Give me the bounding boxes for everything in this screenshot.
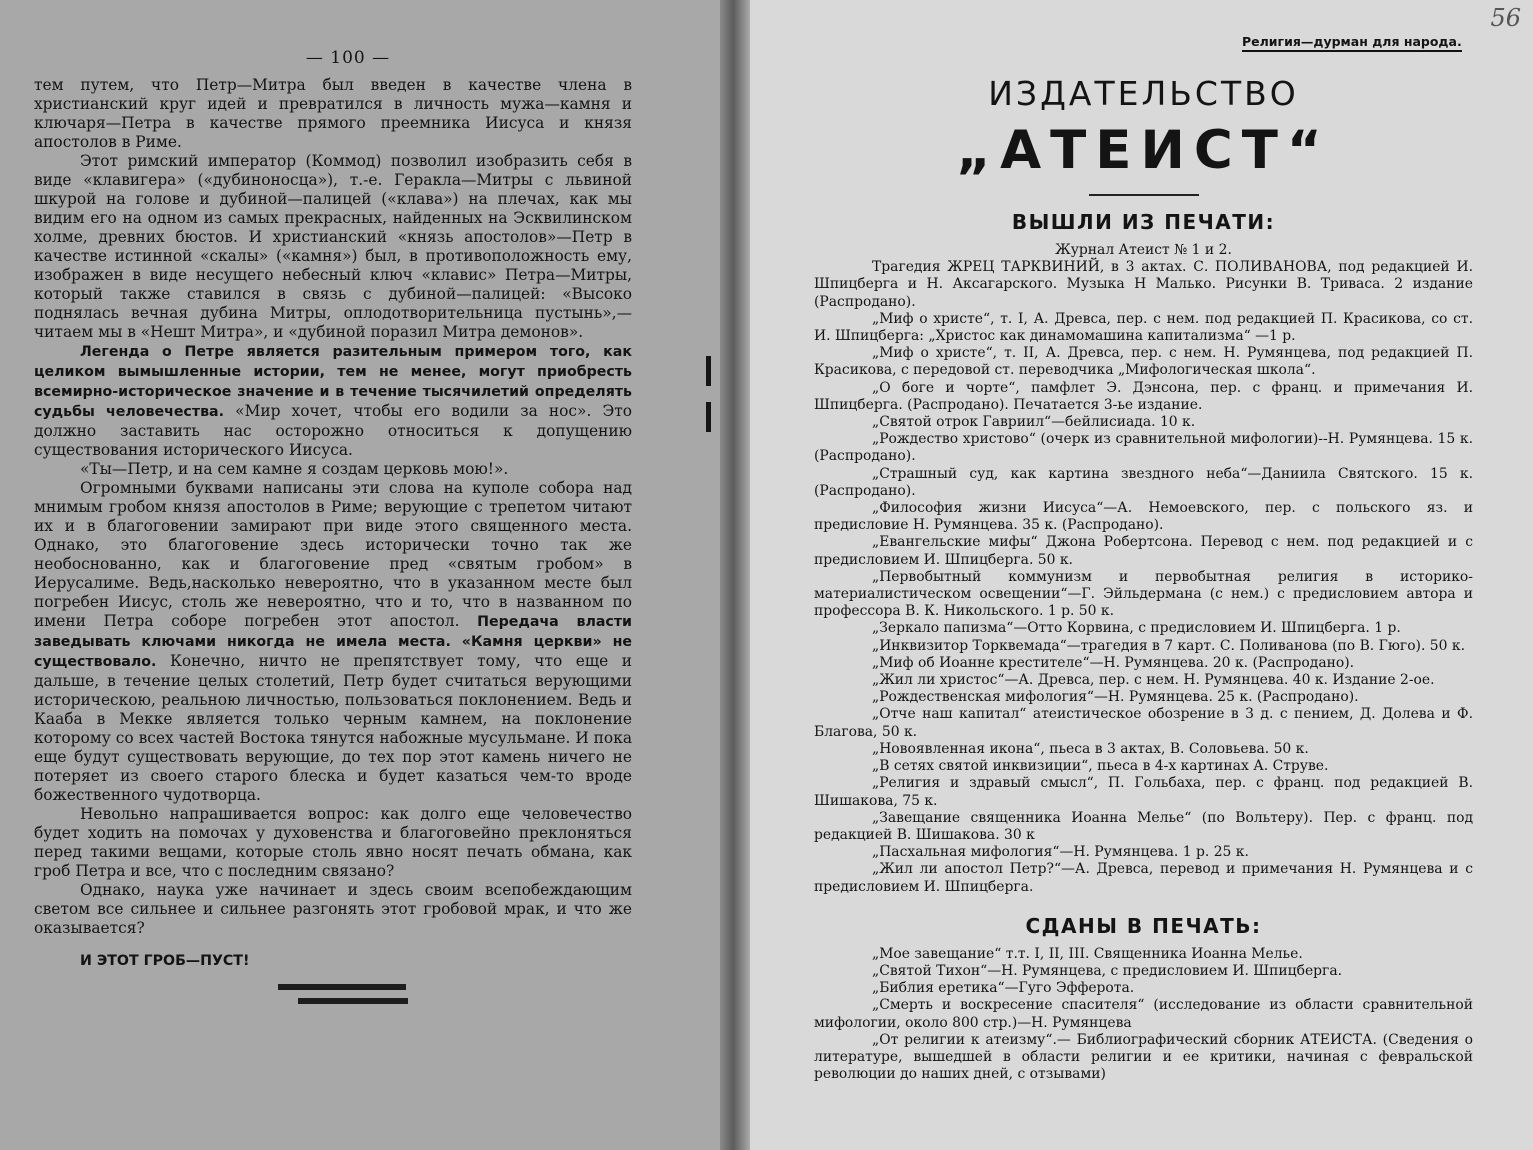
book-listing: „Пасхальная мифология“—Н. Румянцева. 1 р. 25 к. (872, 844, 1249, 861)
book-listing: „Первобытный коммунизм и первобытная религия в историко-материалистическом освещении“—Г. Эйльдермана (с нем.) с предисловием автора и профессора В. К. Никольского. 1 р. 50 к. (814, 568, 1473, 620)
book-listing: „Миф о христе“, т. II, А. Древса, пер. с нем. Н. Румянцева, под редакцией П. Красикова, с передовой ст. переводчика „Мифологическая школа“. (814, 345, 1473, 379)
body-paragraph (34, 460, 632, 479)
left-page (0, 0, 732, 1150)
book-listing: „Инквизитор Торквемада“—трагедия в 7 карт. С. Поливанова (по В. Гюго). 50 к. (872, 637, 1465, 654)
divider (1089, 194, 1199, 196)
margin-mark (706, 356, 711, 386)
right-page (750, 0, 1533, 1150)
book-listing: „Религия и здравый смысл“, П. Гольбаха, пер. с франц. под редакцией В. Шишакова, 75 к. (814, 775, 1473, 809)
published-heading: ВЫШЛИ ИЗ ПЕЧАТИ: (1011, 210, 1276, 234)
text-segment: Однако, наука уже начинает и здесь своим всепобеждающим светом все сильнее и сильнее разгонять этот гробовой мрак, и что же оказывается? (34, 881, 632, 937)
publisher-label: ИЗДАТЕЛЬСТВО (988, 74, 1299, 113)
text-segment: тем путем, что Петр—Митра был введен в качестве члена в христианский круг идей и превратился в личность мужа—камня и ключаря—Петра в качестве прямого преемника Иисуса и князя апостолов в Риме. (34, 76, 632, 151)
left-page-text (34, 76, 632, 938)
book-listing: „Святой отрок Гавриил“—бейлисиада. 10 к. (872, 414, 1196, 431)
book-listing: „От религии к атеизму“.— Библиографический сборник АТЕИСТА. (Сведения о литературе, вышедшей в области религии и ее критики, начиная с февральской революции до наших дней, с отзывами) (814, 1031, 1473, 1083)
page-number: — 100 — (305, 48, 391, 68)
bold-text-segment: Легенда о Петре является разительным примером того, как целиком вымышленные истории, тем не менее, могут приобресть всемирно-историческое значение и в течение тысячилетий определять судьбы человечества. (34, 344, 632, 420)
published-list (814, 242, 1473, 896)
ornament-bar-bottom (298, 998, 408, 1004)
body-paragraph (34, 881, 632, 938)
in-press-heading: СДАНЫ В ПЕЧАТЬ: (1025, 913, 1262, 938)
book-listing: „Святой Тихон“—Н. Румянцева, с предисловием И. Шпицберга. (872, 962, 1343, 979)
margin-mark (706, 402, 711, 432)
text-segment: «Ты—Петр, и на сем камне я создам церковь мою!». (80, 460, 509, 478)
text-segment: Конечно, ничто не препятствует тому, что еще и дальше, в течение целых столетий, Петр будет считаться верующими историческою, реальною личностью, пользоваться поклонением. Ведь и Кааба в Мекке является только черным камнем, на поклонение которому со всех частей Востока тянутся набожные мусульмане. И пока еще будут существовать верующие, до тех пор этот камень ничего не потеряет из своего старого блеска и будет казаться чем-то вроде божественного чудотворца. (34, 652, 632, 804)
book-listing: „Жил ли апостол Петр?“—А. Древса, перевод и примечания Н. Румянцева и с предисловием И. Шпицберга. (814, 861, 1473, 895)
book-listing: „Отче наш капитал“ атеистическое обозрение в 3 д. с пением, Д. Долева и Ф. Благова, 50 к. (814, 706, 1473, 740)
book-listing: „В сетях святой инквизиции“, пьеса в 4-х картинах А. Струве. (872, 758, 1329, 775)
text-segment: Невольно напрашивается вопрос: как долго еще человечество будет ходить на помочах у духовенства и благоговейно преклоняться перед такими вещами, которые столь явно носят печать обмана, как гроб Петра и все, что с последним связано? (34, 805, 632, 880)
bold-text-segment: Передача власти заведывать ключами никогда не имела места. «Камня церкви» не существовало. (34, 614, 632, 670)
publishing-house-name: „АТЕИСТ“ (956, 120, 1331, 181)
handwritten-folio-number: 56 (1490, 4, 1521, 32)
body-paragraph (34, 479, 632, 805)
book-listing: „Зеркало папизма“—Отто Корвина, с предисловием И. Шпицберга. 1 р. (872, 620, 1401, 637)
book-listing: „Миф о христе“, т. I, А. Древса, пер. с нем. под редакцией П. Красикова, со ст. И. Шпицберга: „Христос как динамомашина капитализма“ —1 р. (814, 310, 1473, 345)
book-listing: „Миф об Иоанне крестителе“—Н. Румянцева. 20 к. (Распродано). (872, 654, 1355, 671)
book-listing: „Смерть и воскресение спасителя“ (исследование из области сравнительной мифологии, около 800 стр.)—Н. Румянцева (814, 997, 1473, 1031)
closing-line: И ЭТОТ ГРОБ—ПУСТ! (80, 953, 250, 969)
text-segment: Этот римский император (Коммод) позволил изобразить себя в виде «клавигера» («дубиноносца»), т.-е. Геракла—Митры с львиной шкурой на голове и дубиной—палицей («клава») на плечах, как мы видим его на одном из самых прекрасных, найденных на Эсквилинском холме, древних бюстов. И христианский «князь апостолов»—Петр в качестве истинной «скалы» («камня») был, в противоположность ему, изображен в виде несущего небесный ключ «клавис» Петра—Митры, который также ставился в связь с дубиной—палицей: «Высоко поднялась вечная дубина Митры, оплодотворительница пустынь»,—читаем мы в «Нешт Митра», и «дубиной поразил Митра демонов». (34, 152, 632, 341)
text-segment: «Мир хочет, чтобы его водили за нос». Это должно заставить нас осторожно относиться к допущению существования исторического Иисуса. (34, 402, 632, 459)
motto: Религия—дурман для народа. (1242, 34, 1462, 52)
book-listing: „Философия жизни Иисуса“—А. Немоевского, пер. с польского яз. и предисловие Н. Румянцева. 35 к. (Распродано). (814, 500, 1473, 534)
body-paragraph (34, 805, 632, 881)
body-paragraph (34, 152, 632, 342)
book-listing: Трагедия ЖРЕЦ ТАРКВИНИЙ, в 3 актах. С. ПОЛИВАНОВА, под редакцией И. Шпицберга и Н. Аксагарского. Музыка Н Малько. Рисунки В. Триваса. 2 издание (Распродано). (814, 259, 1473, 310)
in-press-list (814, 946, 1473, 1084)
ornament-bar-top (278, 984, 406, 990)
book-listing: „Рождество христово“ (очерк из сравнительной мифологии)--Н. Румянцева. 15 к. (Распродано). (814, 431, 1473, 465)
book-listing: „Мое завещание“ т.т. I, II, III. Священника Иоанна Мелье. (872, 945, 1303, 962)
book-listing: „Жил ли христос“—А. Древса, пер. с нем. Н. Румянцева. 40 к. Издание 2-ое. (872, 672, 1435, 689)
text-segment: Огромными буквами написаны эти слова на куполе собора над мнимым гробом князя апостолов в Риме; верующие с трепетом читают их и в благоговении замирают при виде этого священного места. Однако, это благоговение здесь исторически точно так же необоснованно, как и благоговение пред «святым гробом» в Иерусалиме. Ведь,насколько невероятно, что в указанном месте был погребен Иисус, столь же невероятно, что и то, что в названном по имени Петра соборе погребен этот апостол. (34, 479, 632, 630)
book-listing: „Страшный суд, как картина звездного неба“—Даниила Святского. 15 к. (Распродано). (814, 465, 1473, 499)
body-paragraph (34, 76, 632, 152)
book-listing: „Рождественская мифология“—Н. Румянцева. 25 к. (Распродано). (872, 689, 1359, 706)
book-listing: „О боге и чорте“, памфлет Э. Дэнсона, пер. с франц. и примечания И. Шпицберга. (Распродано). Печатается 3-ье издание. (814, 379, 1473, 413)
book-listing: „Библия еретика“—Гуго Эфферота. (872, 980, 1135, 997)
book-listing: „Евангельские мифы“ Джона Робертсона. Перевод с нем. под редакцией и с предисловием И. Шпицберга. 50 к. (814, 534, 1473, 568)
book-listing: Журнал Атеист № 1 и 2. (1055, 242, 1232, 258)
book-listing: „Новоявленная икона“, пьеса в 3 актах, В. Соловьева. 50 к. (872, 740, 1309, 757)
book-listing: „Завещание священника Иоанна Мелье“ (по Вольтеру). Пер. с франц. под редакцией В. Шишакова. 30 к (814, 809, 1473, 843)
body-paragraph (34, 342, 632, 460)
